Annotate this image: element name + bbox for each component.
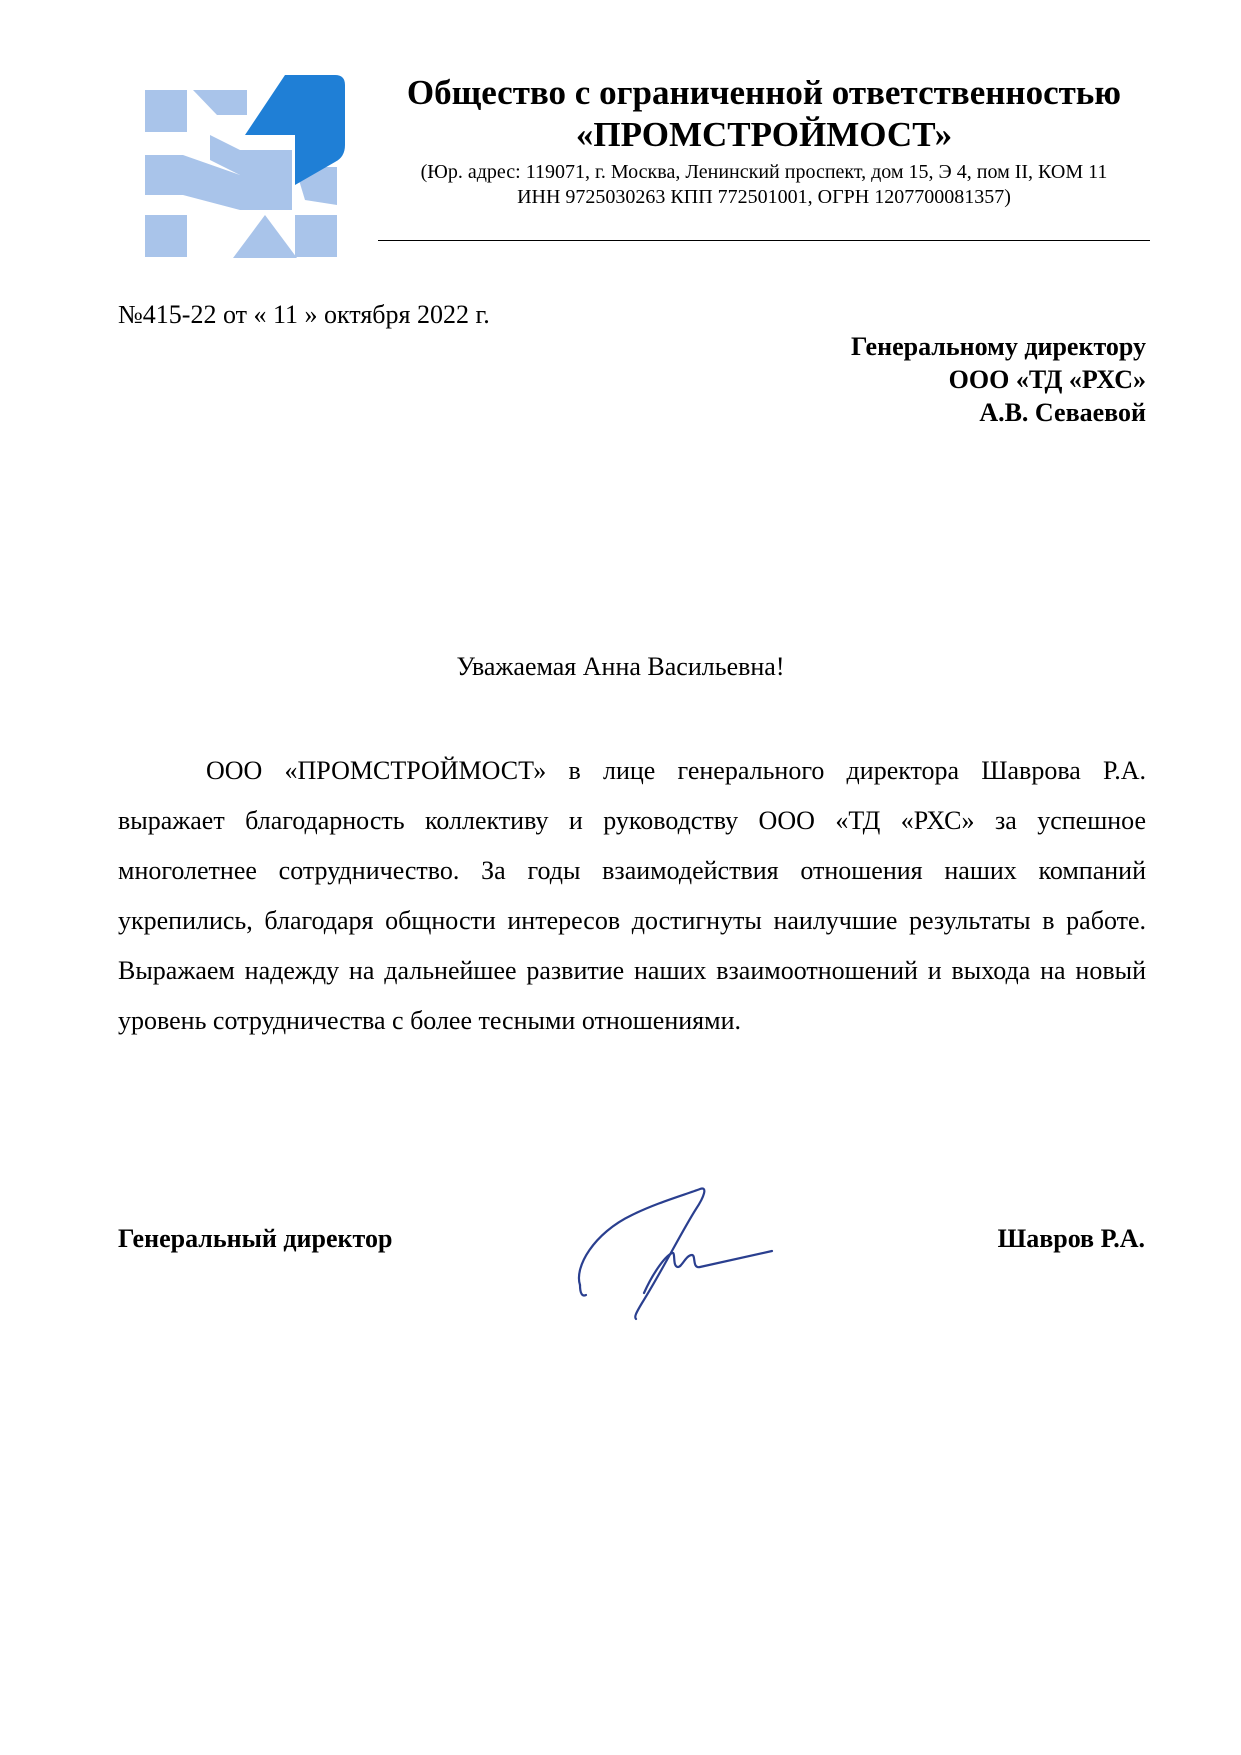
company-registration-ids: ИНН 9725030263 КПП 772501001, ОГРН 1207700081357) xyxy=(517,186,1011,208)
addressee-name: А.В. Севаевой xyxy=(979,398,1146,427)
signatory-name: Шавров Р.А. xyxy=(997,1224,1145,1253)
letterhead xyxy=(378,72,1150,210)
addressee-block xyxy=(851,330,1146,429)
addressee-company: ООО «ТД «РХС» xyxy=(948,365,1146,394)
company-legal-form: Общество с ограниченной ответственностью xyxy=(406,73,1122,112)
salutation: Уважаемая Анна Васильевна! xyxy=(456,652,785,681)
header-divider xyxy=(378,240,1150,241)
company-logo-icon xyxy=(145,75,345,270)
signatory-title: Генеральный директор xyxy=(118,1224,393,1253)
outgoing-reference: №415-22 от « 11 » октября 2022 г. xyxy=(118,300,490,329)
letter-body: ООО «ПРОМСТРОЙМОСТ» в лице генерального директора Шаврова Р.А. выражает благодарность коллективу и руководству ООО «ТД «РХС» за успешное многолетнее сотрудничество. За годы взаимодействия отношения наших компаний укрепились, благодаря общности интересов достигнуты наилучшие результаты в работе. Выражаем надежду на дальнейшее развитие наших взаимоотношений и выхода на новый уровень сотрудничества с более тесными отношениями. xyxy=(118,756,1146,1035)
handwritten-signature xyxy=(572,1175,782,1325)
company-name: «ПРОМСТРОЙМОСТ» xyxy=(575,115,953,154)
company-address: (Юр. адрес: 119071, г. Москва, Ленинский проспект, дом 15, Э 4, пом II, КОМ 11 xyxy=(420,161,1108,183)
addressee-position: Генеральному директору xyxy=(850,332,1146,361)
